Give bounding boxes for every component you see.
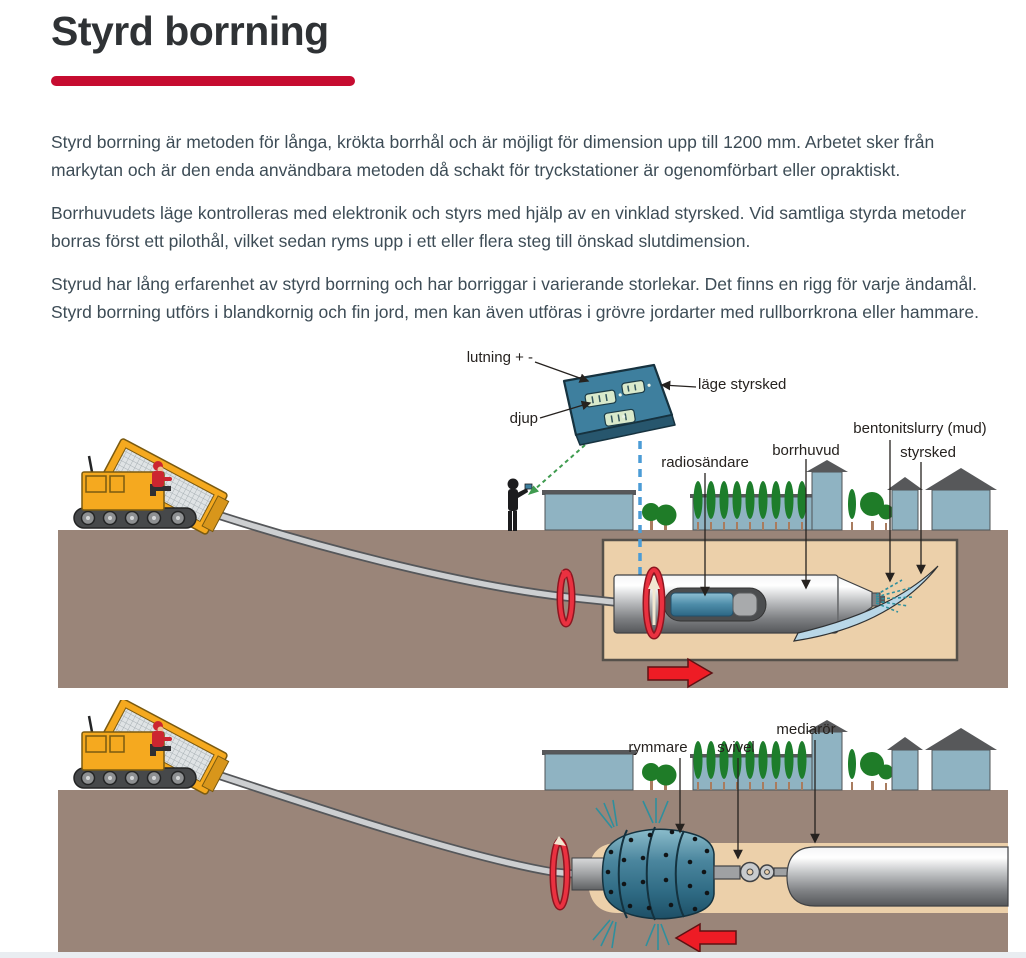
drilling-rig [74,700,231,797]
intro-text [51,128,989,341]
diagram-reaming-pullback [0,700,1026,952]
telemetry-signal-arrow [528,445,585,495]
label-djup: djup [509,410,538,427]
label-styrsked: styrsked [900,444,956,461]
label-bentonitslurry: bentonitslurry (mud) [853,420,987,437]
surface-buildings [542,460,997,530]
operator-with-receiver [508,479,533,532]
drilling-rig [74,438,231,537]
label-borrhuvud: borrhuvud [772,442,840,459]
diagram-pilot-drilling [0,345,1026,697]
label-lutning: lutning + - [466,349,533,366]
accent-bar [51,76,355,86]
paragraph-3: Styrud har lång erfarenhet av styrd borrning och har borriggar i varierande storlekar. Det finns en rigg för varje ändamål. Styrd borrning utförs i blandkornig och fin jord, men kan även utföras i grövre jordarter med rullborrkrona eller hammare. [51,274,979,322]
footer-strip [0,952,1026,958]
reamer [603,827,715,920]
label-mediaror: mediarör [776,721,836,738]
paragraph-1: Styrd borrning är metoden för långa, krökta borrhål och är möjligt för dimension upp till 1200 mm. Arbetet sker från markytan och är den enda användbara metoden då schakt för tryckstationer är ogenomförbart eller opraktiskt. [51,132,935,180]
label-radiosandare: radiosändare [661,454,749,471]
label-rymmare: rymmare [628,739,688,756]
reamer-hub [572,858,606,890]
paragraph-2: Borrhuvudets läge kontrolleras med elektronik och styrs med hjälp av en vinklad styrsked. Vid samtliga styrda metoder borras först ett pilothål, vilket sedan ryms upp i ett eller flera steg till önskad slutdimension. [51,203,966,251]
page-title: Styrd borrning [51,8,329,54]
radio-transmitter [671,593,757,616]
control-display-box [564,365,675,445]
label-svivel: svivel [717,739,755,756]
media-pipe [787,847,1008,906]
label-lage-styrsked: läge styrsked [698,376,787,393]
